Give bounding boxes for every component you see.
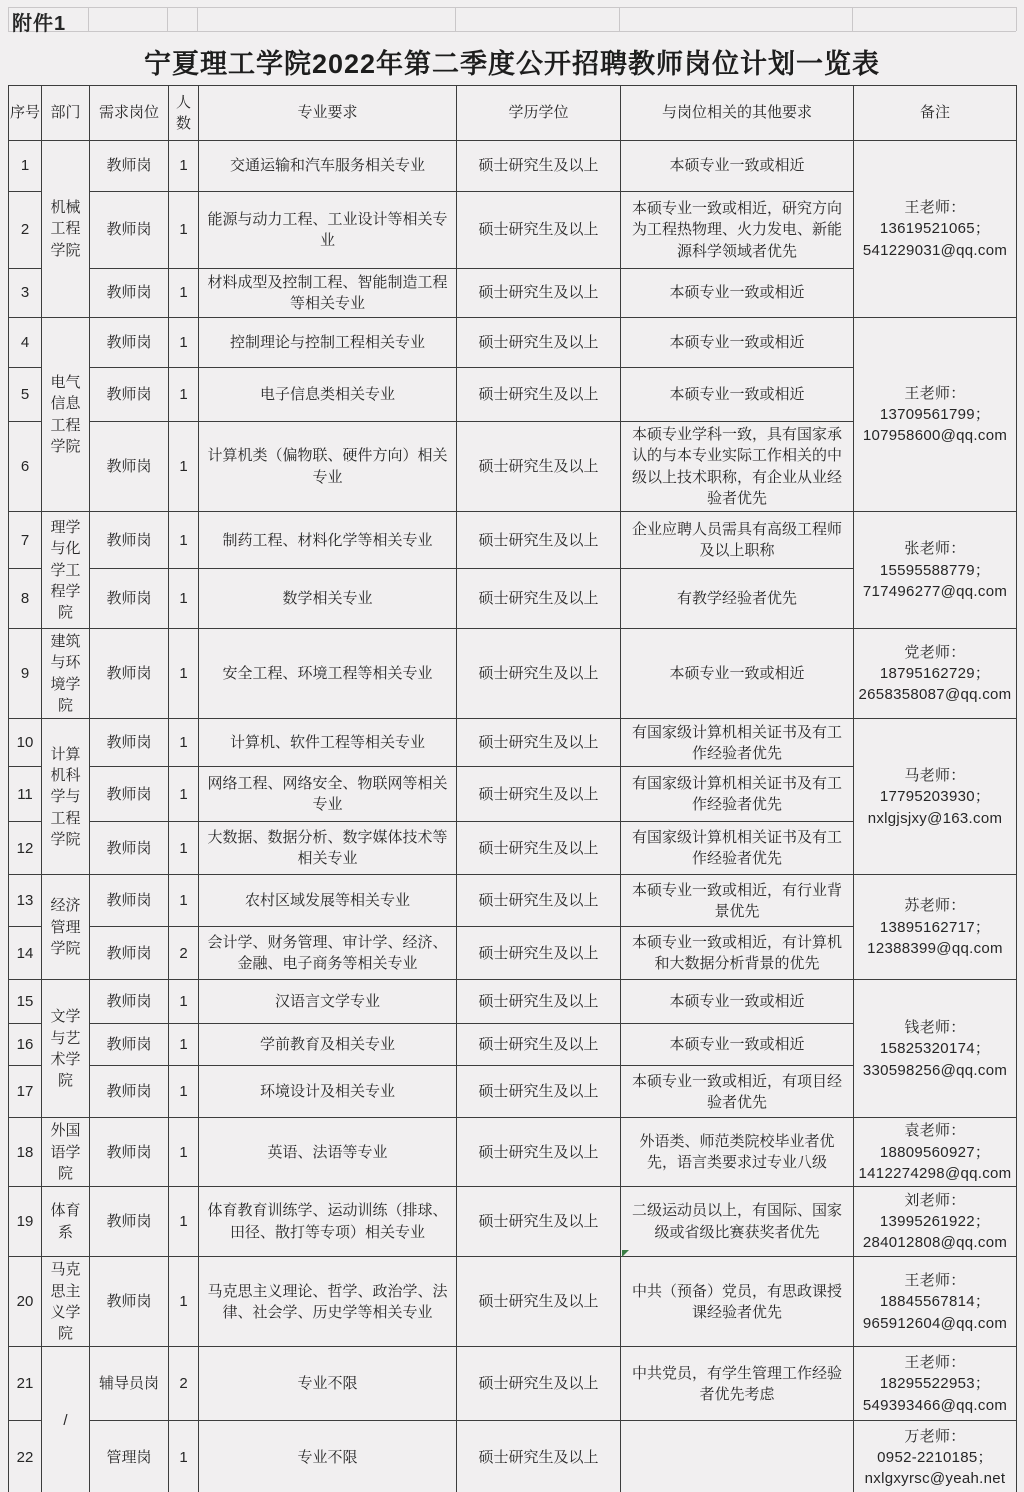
cell-note: [854, 629, 1017, 719]
cell-major: 安全工程、环境工程等相关专业: [199, 629, 457, 719]
cell-seq: 5: [9, 368, 42, 422]
cell-seq: 12: [9, 822, 42, 875]
table-row: [9, 875, 1017, 927]
cell-degree: 硕士研究生及以上: [457, 980, 621, 1024]
cell-degree: 硕士研究生及以上: [457, 1187, 621, 1257]
cell-seq: 11: [9, 767, 42, 822]
cell-major: 会计学、财务管理、审计学、经济、金融、电子商务等相关专业: [199, 927, 457, 980]
table-row: [9, 719, 1017, 767]
header-row: [9, 86, 1017, 141]
note-email: nxlgxyrsc@yeah.net: [864, 1470, 1006, 1488]
note-name: 钱老师：: [904, 1018, 966, 1036]
cell-note: [854, 1347, 1017, 1421]
cell-major: 数学相关专业: [199, 569, 457, 629]
cell-dept: /: [42, 1347, 90, 1492]
cell-major: 控制理论与控制工程相关专业: [199, 318, 457, 368]
cell-seq: 16: [9, 1024, 42, 1066]
cell-count: 1: [169, 767, 199, 822]
header-count: 人数: [169, 86, 199, 141]
cell-post: 教师岗: [90, 927, 169, 980]
cell-seq: 14: [9, 927, 42, 980]
cell-count: 1: [169, 269, 199, 318]
gridline: [455, 7, 456, 31]
cell-count: 1: [169, 875, 199, 927]
attachment-label: 附件1: [12, 13, 67, 35]
cell-degree: 硕士研究生及以上: [457, 141, 621, 192]
cell-post: 辅导员岗: [90, 1347, 169, 1421]
header-dept: 部门: [42, 86, 90, 141]
cell-seq: 20: [9, 1257, 42, 1347]
cell-other: 二级运动员以上，有国际、国家级或省级比赛获奖者优先: [621, 1187, 854, 1257]
cell-seq: 13: [9, 875, 42, 927]
cell-dept: 文学与艺术学院: [42, 980, 90, 1118]
cell-note: [854, 719, 1017, 875]
cell-major: 网络工程、网络安全、物联网等相关专业: [199, 767, 457, 822]
cell-major: 交通运输和汽车服务相关专业: [199, 141, 457, 192]
cell-count: 1: [169, 1421, 199, 1492]
cell-degree: 硕士研究生及以上: [457, 368, 621, 422]
cell-dept: 电气信息工程学院: [42, 318, 90, 512]
note-name: 王老师：: [904, 384, 966, 402]
gridline: [167, 7, 168, 31]
note-email: 1412274298@qq.com: [858, 1164, 1012, 1182]
cell-major: 材料成型及控制工程、智能制造工程等相关专业: [199, 269, 457, 318]
cell-major: 环境设计及相关专业: [199, 1066, 457, 1118]
cell-other: 有国家级计算机相关证书及有工作经验者优先: [621, 822, 854, 875]
cell-count: 1: [169, 512, 199, 569]
gridline: [88, 7, 89, 31]
cell-major: 能源与动力工程、工业设计等相关专业: [199, 192, 457, 269]
cell-seq: 9: [9, 629, 42, 719]
cell-major: 体育教育训练学、运动训练（排球、田径、散打等专项）相关专业: [199, 1187, 457, 1257]
note-phone: 13709561799；: [879, 405, 991, 423]
note-phone: 13619521065；: [879, 220, 991, 238]
header-note: 备注: [854, 86, 1017, 141]
cell-dept: 经济管理学院: [42, 875, 90, 980]
cell-seq: 6: [9, 422, 42, 512]
cell-note: [854, 980, 1017, 1118]
cell-degree: 硕士研究生及以上: [457, 927, 621, 980]
cell-count: 1: [169, 1024, 199, 1066]
cell-count: 1: [169, 368, 199, 422]
cell-seq: 17: [9, 1066, 42, 1118]
table-row: [9, 980, 1017, 1024]
cell-other: 外语类、师范类院校毕业者优先，语言类要求过专业八级: [621, 1118, 854, 1187]
cell-major: 计算机、软件工程等相关专业: [199, 719, 457, 767]
table-row: [9, 629, 1017, 719]
cell-post: 教师岗: [90, 1066, 169, 1118]
cell-degree: 硕士研究生及以上: [457, 569, 621, 629]
cell-seq: 7: [9, 512, 42, 569]
cell-dept: 计算机科学与工程学院: [42, 719, 90, 875]
cell-other: 有国家级计算机相关证书及有工作经验者优先: [621, 767, 854, 822]
table-row: [9, 1421, 1017, 1492]
note-name: 党老师：: [904, 643, 966, 661]
cell-count: 1: [169, 629, 199, 719]
cell-major: 电子信息类相关专业: [199, 368, 457, 422]
table-row: [9, 1118, 1017, 1187]
cell-post: 教师岗: [90, 269, 169, 318]
cell-major: 制药工程、材料化学等相关专业: [199, 512, 457, 569]
cell-post: 教师岗: [90, 141, 169, 192]
cell-other: 本硕专业一致或相近，有计算机和大数据分析背景的优先: [621, 927, 854, 980]
cell-other: 本硕专业一致或相近，有行业背景优先: [621, 875, 854, 927]
cell-post: 教师岗: [90, 980, 169, 1024]
cell-count: 1: [169, 1066, 199, 1118]
cell-other: 本硕专业一致或相近: [621, 1024, 854, 1066]
note-name: 刘老师：: [904, 1191, 966, 1209]
cell-other: 有国家级计算机相关证书及有工作经验者优先: [621, 719, 854, 767]
gridline: [8, 7, 9, 31]
note-phone: 18845567814；: [879, 1293, 991, 1311]
table-row: [9, 1347, 1017, 1421]
cell-other: 中共党员，有学生管理工作经验者优先考虑: [621, 1347, 854, 1421]
note-email: 12388399@qq.com: [867, 940, 1003, 958]
table-row: [9, 1257, 1017, 1347]
excel-error-check-mark: [622, 1250, 629, 1257]
cell-note: [854, 1421, 1017, 1492]
cell-post: 教师岗: [90, 719, 169, 767]
note-name: 万老师：: [904, 1427, 966, 1445]
cell-major: 马克思主义理论、哲学、政治学、法律、社会学、历史学等相关专业: [199, 1257, 457, 1347]
gridline: [197, 7, 198, 31]
note-name: 王老师：: [904, 1271, 966, 1289]
cell-seq: 18: [9, 1118, 42, 1187]
note-phone: 18795162729；: [879, 665, 991, 683]
table-row: [9, 141, 1017, 192]
cell-count: 1: [169, 1118, 199, 1187]
recruitment-table: [8, 85, 1017, 1492]
cell-major: 专业不限: [199, 1421, 457, 1492]
cell-note: [854, 1187, 1017, 1257]
note-phone: 15595588779；: [879, 561, 991, 579]
cell-other: 本硕专业一致或相近: [621, 980, 854, 1024]
cell-degree: 硕士研究生及以上: [457, 629, 621, 719]
table-row: [9, 512, 1017, 569]
cell-seq: 4: [9, 318, 42, 368]
cell-seq: 19: [9, 1187, 42, 1257]
cell-major: 学前教育及相关专业: [199, 1024, 457, 1066]
cell-degree: 硕士研究生及以上: [457, 875, 621, 927]
note-email: 284012808@qq.com: [862, 1234, 1008, 1252]
cell-other: 本硕专业一致或相近，研究方向为工程热物理、火力发电、新能源科学领域者优先: [621, 192, 854, 269]
note-phone: 18809560927；: [879, 1143, 991, 1161]
cell-count: 1: [169, 822, 199, 875]
cell-degree: 硕士研究生及以上: [457, 719, 621, 767]
cell-seq: 8: [9, 569, 42, 629]
cell-seq: 3: [9, 269, 42, 318]
cell-degree: 硕士研究生及以上: [457, 512, 621, 569]
cell-major: 农村区域发展等相关专业: [199, 875, 457, 927]
cell-seq: 21: [9, 1347, 42, 1421]
cell-other: 企业应聘人员需具有高级工程师及以上职称: [621, 512, 854, 569]
cell-post: 教师岗: [90, 318, 169, 368]
note-name: 袁老师：: [904, 1122, 966, 1140]
cell-other: 本硕专业学科一致，具有国家承认的与本专业实际工作相关的中级以上技术职称，有企业从业经验者优先: [621, 422, 854, 512]
cell-degree: 硕士研究生及以上: [457, 767, 621, 822]
note-phone: 15825320174；: [879, 1040, 991, 1058]
note-email: 717496277@qq.com: [862, 582, 1008, 600]
gridline: [1016, 7, 1017, 31]
cell-dept: 外国语学院: [42, 1118, 90, 1187]
cell-degree: 硕士研究生及以上: [457, 192, 621, 269]
cell-dept: 建筑与环境学院: [42, 629, 90, 719]
cell-major: 英语、法语等专业: [199, 1118, 457, 1187]
cell-note: [854, 1257, 1017, 1347]
header-degree: 学历学位: [457, 86, 621, 141]
cell-dept: 马克思主义学院: [42, 1257, 90, 1347]
cell-degree: 硕士研究生及以上: [457, 318, 621, 368]
cell-post: 教师岗: [90, 629, 169, 719]
note-email: 107958600@qq.com: [862, 427, 1008, 445]
cell-other: 本硕专业一致或相近: [621, 368, 854, 422]
note-phone: 0952-2210185；: [877, 1448, 993, 1466]
header-seq: 序号: [9, 86, 42, 141]
cell-degree: 硕士研究生及以上: [457, 822, 621, 875]
header-other: 与岗位相关的其他要求: [621, 86, 854, 141]
table-row: [9, 318, 1017, 368]
cell-major: 计算机类（偏物联、硬件方向）相关专业: [199, 422, 457, 512]
cell-degree: 硕士研究生及以上: [457, 1024, 621, 1066]
cell-post: 教师岗: [90, 512, 169, 569]
cell-other: 本硕专业一致或相近: [621, 629, 854, 719]
cell-other: 本硕专业一致或相近，有项目经验者优先: [621, 1066, 854, 1118]
cell-note: [854, 875, 1017, 980]
cell-note: [854, 1118, 1017, 1187]
cell-count: 1: [169, 192, 199, 269]
note-name: 王老师：: [904, 199, 966, 217]
note-phone: 17795203930；: [879, 788, 991, 806]
note-email: 541229031@qq.com: [862, 241, 1008, 259]
note-name: 张老师：: [904, 540, 966, 558]
note-email: 549393466@qq.com: [862, 1396, 1008, 1414]
cell-other: 有教学经验者优先: [621, 569, 854, 629]
cell-count: 2: [169, 1347, 199, 1421]
note-phone: 13995261922；: [879, 1213, 991, 1231]
cell-count: 1: [169, 1187, 199, 1257]
cell-degree: 硕士研究生及以上: [457, 1118, 621, 1187]
cell-dept: 体育系: [42, 1187, 90, 1257]
cell-degree: 硕士研究生及以上: [457, 1066, 621, 1118]
cell-other: 本硕专业一致或相近: [621, 318, 854, 368]
cell-count: 2: [169, 927, 199, 980]
note-phone: 13895162717；: [879, 918, 991, 936]
cell-post: 教师岗: [90, 1118, 169, 1187]
header-post: 需求岗位: [90, 86, 169, 141]
cell-degree: 硕士研究生及以上: [457, 269, 621, 318]
cell-note: [854, 141, 1017, 318]
cell-post: 管理岗: [90, 1421, 169, 1492]
page-title: 宁夏理工学院2022年第二季度公开招聘教师岗位计划一览表: [143, 49, 881, 79]
cell-degree: 硕士研究生及以上: [457, 422, 621, 512]
cell-other: 本硕专业一致或相近: [621, 269, 854, 318]
cell-post: 教师岗: [90, 192, 169, 269]
cell-count: 1: [169, 719, 199, 767]
cell-count: 1: [169, 980, 199, 1024]
cell-other: [621, 1421, 854, 1492]
cell-note: [854, 318, 1017, 512]
cell-major: 专业不限: [199, 1347, 457, 1421]
cell-degree: 硕士研究生及以上: [457, 1347, 621, 1421]
gridline: [852, 7, 853, 31]
header-major: 专业要求: [199, 86, 457, 141]
cell-post: 教师岗: [90, 822, 169, 875]
gridline: [8, 31, 1016, 32]
note-email: 330598256@qq.com: [862, 1061, 1008, 1079]
cell-degree: 硕士研究生及以上: [457, 1421, 621, 1492]
cell-count: 1: [169, 422, 199, 512]
cell-other: 中共（预备）党员，有思政课授课经验者优先: [621, 1257, 854, 1347]
cell-post: 教师岗: [90, 368, 169, 422]
cell-dept: 理学与化学工程学院: [42, 512, 90, 629]
note-name: 马老师：: [904, 766, 966, 784]
cell-post: 教师岗: [90, 767, 169, 822]
cell-post: 教师岗: [90, 1187, 169, 1257]
cell-seq: 1: [9, 141, 42, 192]
cell-degree: 硕士研究生及以上: [457, 1257, 621, 1347]
cell-major: 汉语言文学专业: [199, 980, 457, 1024]
table-row: [9, 1187, 1017, 1257]
cell-count: 1: [169, 141, 199, 192]
cell-major: 大数据、数据分析、数字媒体技术等相关专业: [199, 822, 457, 875]
cell-post: 教师岗: [90, 1257, 169, 1347]
cell-seq: 22: [9, 1421, 42, 1492]
gridline: [619, 7, 620, 31]
note-email: 2658358087@qq.com: [858, 686, 1012, 704]
cell-post: 教师岗: [90, 875, 169, 927]
cell-count: 1: [169, 318, 199, 368]
cell-post: 教师岗: [90, 569, 169, 629]
note-email: nxlgjsjxy@163.com: [867, 809, 1003, 827]
cell-note: [854, 512, 1017, 629]
note-name: 王老师：: [904, 1354, 966, 1371]
cell-count: 1: [169, 569, 199, 629]
note-name: 苏老师：: [904, 897, 966, 915]
note-email: 965912604@qq.com: [862, 1314, 1008, 1332]
cell-seq: 2: [9, 192, 42, 269]
cell-other: 本硕专业一致或相近: [621, 141, 854, 192]
cell-count: 1: [169, 1257, 199, 1347]
cell-seq: 10: [9, 719, 42, 767]
cell-dept: 机械工程学院: [42, 141, 90, 318]
cell-seq: 15: [9, 980, 42, 1024]
cell-post: 教师岗: [90, 422, 169, 512]
cell-post: 教师岗: [90, 1024, 169, 1066]
gridline: [8, 7, 1016, 8]
note-phone: 18295522953；: [879, 1375, 991, 1393]
